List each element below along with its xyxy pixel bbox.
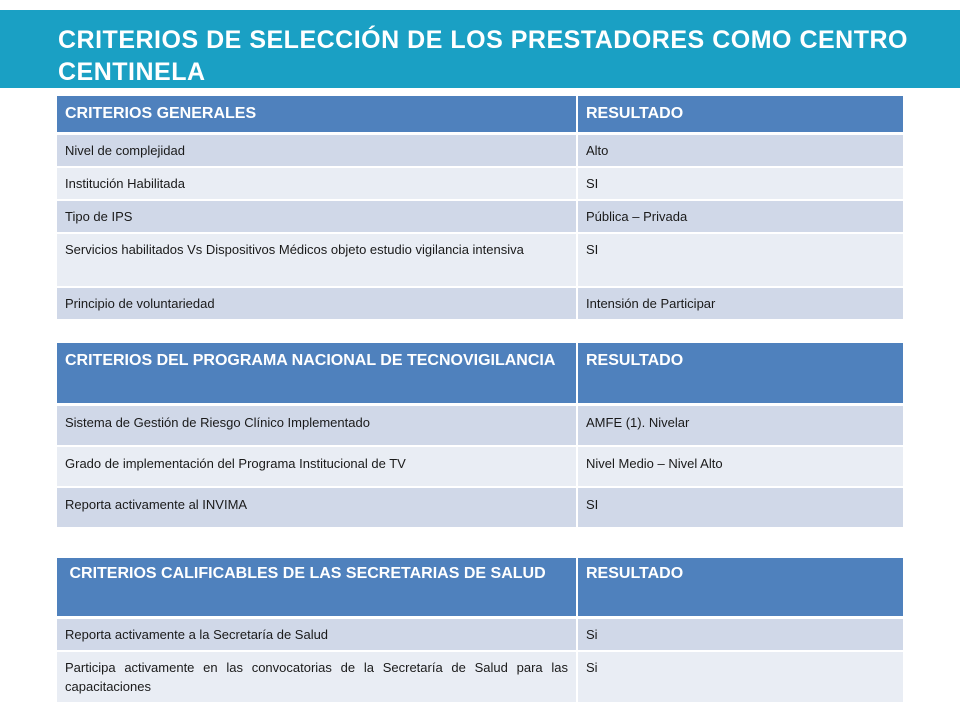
criterio-cell: Nivel de complejidad bbox=[57, 134, 577, 168]
resultado-cell: Pública – Privada bbox=[577, 200, 903, 233]
criterio-cell: Participa activamente en las convocatorias de la Secretaría de Salud para las capacitaciones bbox=[57, 651, 577, 703]
criterios-secretarias-table bbox=[57, 558, 903, 704]
column-header-resultado: RESULTADO bbox=[577, 558, 903, 618]
title-bar bbox=[0, 10, 960, 88]
table-row bbox=[57, 134, 903, 168]
criterio-cell: Principio de voluntariedad bbox=[57, 287, 577, 320]
page-title: CRITERIOS DE SELECCIÓN DE LOS PRESTADORES COMO CENTRO CENTINELA bbox=[58, 26, 908, 86]
column-header-criterio: CRITERIOS CALIFICABLES DE LAS SECRETARIAS DE SALUD bbox=[57, 558, 577, 618]
criterio-cell: Sistema de Gestión de Riesgo Clínico Implementado bbox=[57, 405, 577, 447]
resultado-cell: SI bbox=[577, 487, 903, 528]
resultado-cell: Si bbox=[577, 651, 903, 703]
resultado-cell: Alto bbox=[577, 134, 903, 168]
criterio-cell: Institución Habilitada bbox=[57, 167, 577, 200]
table-header-row bbox=[57, 343, 903, 405]
resultado-cell: SI bbox=[577, 167, 903, 200]
column-header-resultado: RESULTADO bbox=[577, 343, 903, 405]
resultado-cell: SI bbox=[577, 233, 903, 287]
criterios-tecnovigilancia-table bbox=[57, 343, 903, 529]
criterio-cell: Grado de implementación del Programa Institucional de TV bbox=[57, 446, 577, 487]
column-header-criterio: CRITERIOS DEL PROGRAMA NACIONAL DE TECNOVIGILANCIA bbox=[57, 343, 577, 405]
table-row bbox=[57, 487, 903, 528]
table-row bbox=[57, 618, 903, 652]
column-header-resultado: RESULTADO bbox=[577, 96, 903, 134]
column-header-criterio: CRITERIOS GENERALES bbox=[57, 96, 577, 134]
resultado-cell: AMFE (1). Nivelar bbox=[577, 405, 903, 447]
resultado-cell: Intensión de Participar bbox=[577, 287, 903, 320]
table-row bbox=[57, 405, 903, 447]
table-header-row bbox=[57, 558, 903, 618]
table-row bbox=[57, 287, 903, 320]
criterio-cell: Tipo de IPS bbox=[57, 200, 577, 233]
resultado-cell: Si bbox=[577, 618, 903, 652]
criterio-cell: Reporta activamente al INVIMA bbox=[57, 487, 577, 528]
criterios-generales-table bbox=[57, 96, 903, 321]
table-row bbox=[57, 167, 903, 200]
criterio-cell: Servicios habilitados Vs Dispositivos Médicos objeto estudio vigilancia intensiva bbox=[57, 233, 577, 287]
criterio-cell: Reporta activamente a la Secretaría de Salud bbox=[57, 618, 577, 652]
table-row bbox=[57, 200, 903, 233]
table-row bbox=[57, 233, 903, 287]
table-row bbox=[57, 446, 903, 487]
table-row bbox=[57, 651, 903, 703]
table-header-row bbox=[57, 96, 903, 134]
resultado-cell: Nivel Medio – Nivel Alto bbox=[577, 446, 903, 487]
